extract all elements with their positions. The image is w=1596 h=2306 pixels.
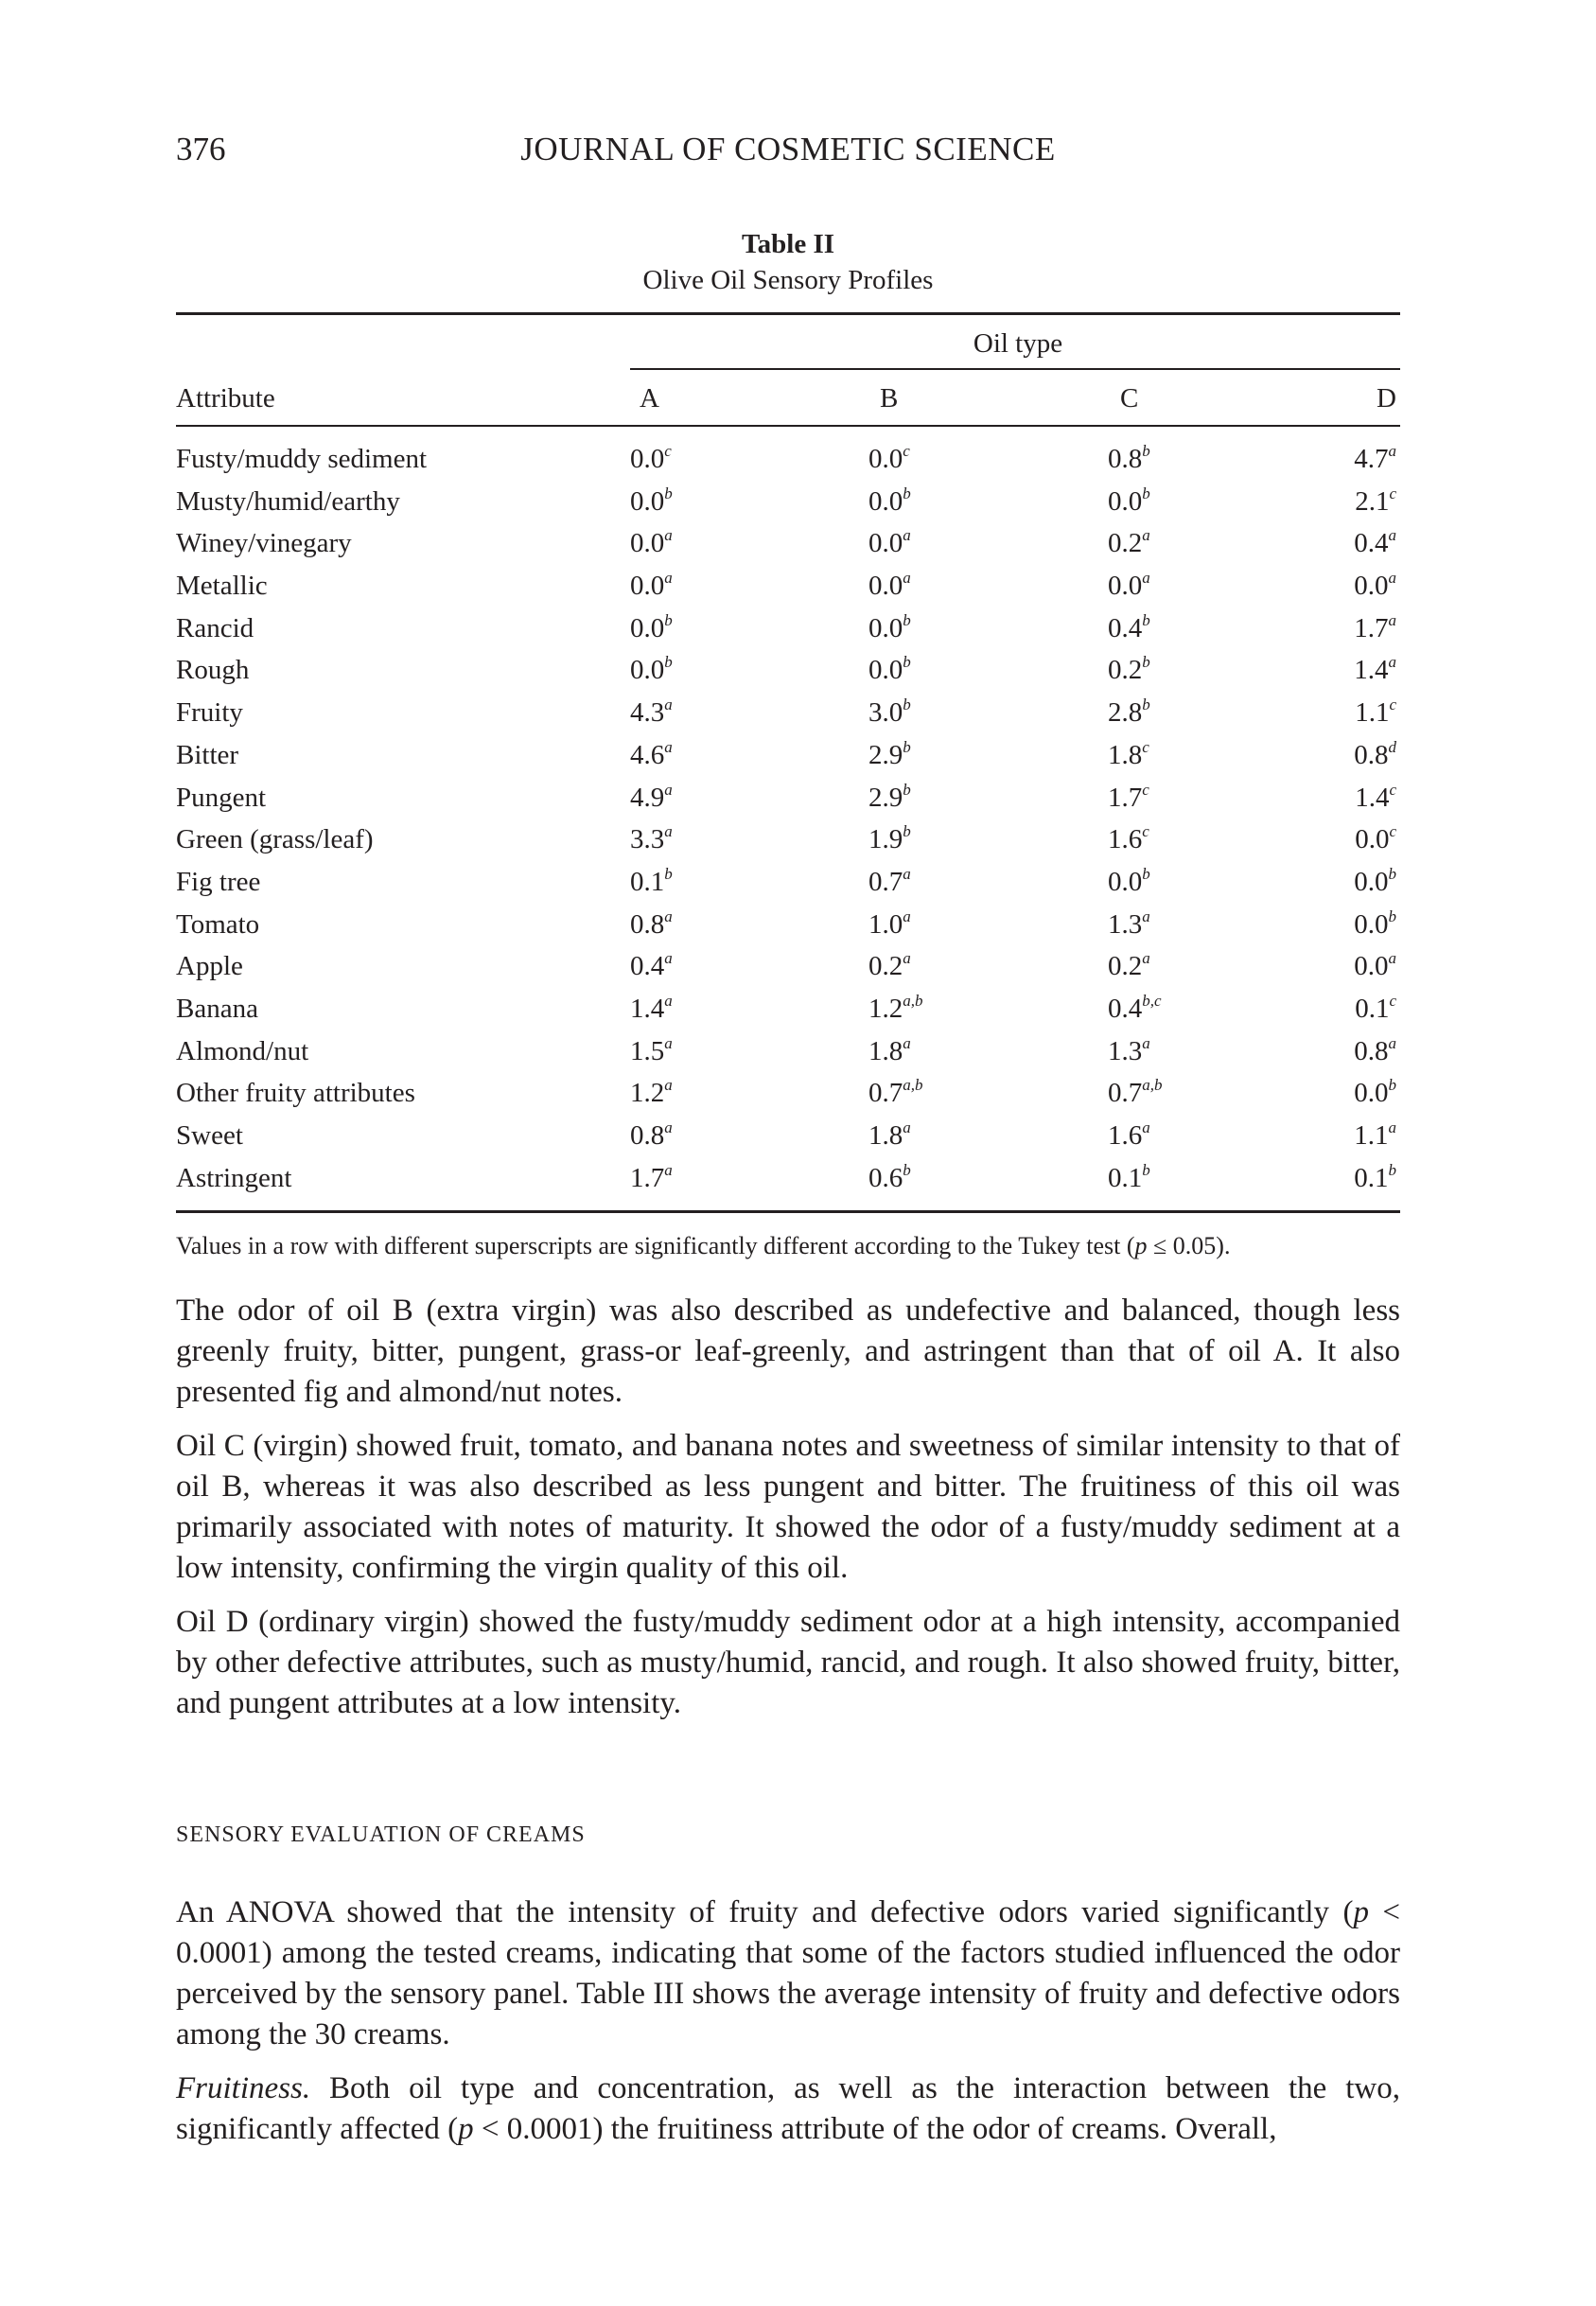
- value-number: 1.6: [1108, 824, 1143, 855]
- value-superscript: a: [664, 780, 673, 799]
- table-column-headers: [176, 370, 1400, 425]
- attribute-cell: Fig tree: [176, 866, 261, 897]
- attribute-cell: Green (grass/leaf): [176, 824, 374, 855]
- attribute-cell: Rough: [176, 655, 250, 686]
- value-superscript: b: [1388, 1076, 1396, 1095]
- paragraph-fruitiness: [176, 2068, 1400, 2150]
- value-cell-d: [1355, 486, 1396, 518]
- table-row: [176, 609, 1400, 652]
- value-cell-c: [1108, 737, 1149, 771]
- value-cell-b: [868, 991, 923, 1025]
- table-row: [176, 820, 1400, 863]
- value-cell-d: [1354, 1160, 1396, 1194]
- value-superscript: a: [1388, 569, 1396, 588]
- value-cell-c: [1108, 1120, 1150, 1152]
- value-superscript: a: [664, 695, 673, 714]
- value-number: 0.1: [1108, 1162, 1143, 1193]
- value-cell-b: [868, 655, 911, 686]
- value-cell-b: [868, 824, 911, 855]
- value-superscript: a: [903, 569, 911, 588]
- value-superscript: c: [1389, 695, 1396, 714]
- table-row: [176, 947, 1400, 990]
- value-cell-a: [630, 571, 673, 602]
- value-cell-a: [630, 951, 673, 982]
- value-number: 0.7: [1108, 1078, 1143, 1109]
- value-number: 0.4: [630, 951, 665, 982]
- value-number: 0.2: [868, 951, 903, 982]
- value-number: 2.9: [868, 739, 903, 770]
- value-number: 1.7: [630, 1162, 665, 1193]
- value-cell-a: [630, 655, 673, 686]
- table-footnote-end: ≤ 0.05).: [1147, 1232, 1231, 1260]
- value-cell-c: [1108, 824, 1149, 855]
- paragraph-anova: [176, 1892, 1400, 2055]
- value-superscript: a: [903, 949, 911, 968]
- table-row: [176, 1117, 1400, 1159]
- column-header-b: B: [880, 383, 899, 414]
- value-number: 1.8: [868, 1120, 903, 1151]
- oil-type-label: Oil type: [973, 328, 1063, 359]
- value-number: 0.1: [630, 866, 665, 897]
- value-superscript: a: [664, 822, 673, 841]
- value-cell-a: [630, 528, 673, 559]
- value-superscript: a: [664, 1118, 673, 1136]
- value-number: 1.5: [630, 1035, 665, 1066]
- value-number: 3.3: [630, 824, 665, 855]
- value-superscript: b: [903, 822, 911, 841]
- body-text-upper: [176, 1291, 1400, 1737]
- value-superscript: a: [664, 991, 673, 1010]
- value-cell-d: [1354, 1078, 1396, 1109]
- value-number: 1.3: [1108, 908, 1143, 940]
- value-number: 1.1: [1354, 1120, 1389, 1151]
- value-number: 1.4: [1354, 655, 1389, 686]
- value-number: 1.4: [630, 993, 665, 1024]
- value-cell-a: [630, 780, 673, 814]
- value-cell-b: [868, 1120, 911, 1152]
- attribute-cell: Almond/nut: [176, 1035, 309, 1066]
- value-superscript: a: [664, 737, 673, 756]
- table-subtitle: Olive Oil Sensory Profiles: [642, 265, 934, 295]
- value-superscript: b: [1388, 907, 1396, 925]
- attribute-cell: Bitter: [176, 739, 239, 770]
- value-number: 0.0: [1355, 824, 1390, 855]
- value-superscript: d: [1388, 737, 1396, 756]
- value-superscript: a: [1142, 949, 1150, 968]
- table-row: [176, 906, 1400, 948]
- value-cell-c: [1108, 444, 1150, 475]
- value-number: 0.0: [630, 571, 665, 602]
- value-number: 2.9: [868, 782, 903, 813]
- value-number: 0.0: [868, 528, 903, 559]
- value-superscript: a: [1388, 610, 1396, 629]
- value-superscript: a: [903, 864, 911, 883]
- value-number: 0.0: [868, 571, 903, 602]
- attribute-cell: Musty/humid/earthy: [176, 485, 400, 517]
- table-row: [176, 990, 1400, 1032]
- value-number: 0.8: [630, 908, 665, 940]
- value-number: 0.4: [1354, 528, 1389, 559]
- value-cell-a: [630, 1120, 673, 1152]
- value-number: 0.8: [1354, 739, 1389, 770]
- value-cell-a: [630, 991, 673, 1025]
- value-cell-c: [1108, 991, 1162, 1025]
- value-number: 0.0: [1354, 951, 1389, 982]
- value-superscript: a: [664, 569, 673, 588]
- value-number: 0.0: [868, 655, 903, 686]
- column-header-attribute: Attribute: [176, 383, 275, 414]
- value-cell-a: [630, 909, 673, 941]
- value-superscript: b: [903, 780, 911, 799]
- value-number: 0.0: [1108, 485, 1143, 517]
- value-number: 0.8: [1354, 1035, 1389, 1066]
- column-header-d: D: [1377, 383, 1396, 414]
- value-number: 1.8: [868, 1035, 903, 1066]
- value-cell-a: [630, 864, 673, 898]
- value-number: 1.2: [630, 1078, 665, 1109]
- value-cell-b: [868, 780, 911, 814]
- value-superscript: c: [664, 442, 672, 460]
- value-cell-a: [630, 697, 673, 729]
- value-superscript: a,b: [903, 1076, 923, 1095]
- value-cell-d: [1355, 824, 1396, 855]
- value-cell-d: [1354, 737, 1396, 771]
- value-number: 1.7: [1354, 612, 1389, 643]
- paragraph-anova-end: < 0.0001) among the tested creams, indicating that some of the factors studied influenced the odor perceived by the sensory panel. Table III shows the average intensity of fruity and defective odors among the 30 creams.: [176, 1895, 1400, 2051]
- value-superscript: a: [664, 1076, 673, 1095]
- paragraph-fruitiness-p: p: [458, 2112, 474, 2146]
- value-number: 1.9: [868, 824, 903, 855]
- column-header-a: A: [640, 383, 659, 414]
- value-cell-a: [630, 824, 673, 855]
- value-number: 1.0: [868, 908, 903, 940]
- value-number: 0.0: [630, 612, 665, 643]
- table-footnote: [176, 1230, 1400, 1262]
- value-cell-d: [1354, 1120, 1396, 1152]
- value-cell-d: [1354, 909, 1396, 941]
- value-superscript: b: [1142, 1160, 1150, 1179]
- table-row: [176, 863, 1400, 906]
- table-row: [176, 1159, 1400, 1202]
- value-superscript: a: [1142, 1118, 1150, 1136]
- value-cell-b: [868, 909, 911, 941]
- value-superscript: b: [1142, 442, 1150, 460]
- value-superscript: b: [903, 653, 911, 672]
- value-superscript: b: [1142, 484, 1150, 502]
- value-number: 1.2: [868, 993, 903, 1024]
- value-cell-a: [630, 486, 673, 518]
- value-superscript: a: [903, 907, 911, 925]
- value-superscript: b: [1142, 610, 1150, 629]
- body-text-lower: [176, 1892, 1400, 2163]
- value-superscript: a: [1388, 526, 1396, 545]
- value-number: 2.1: [1355, 485, 1390, 517]
- value-superscript: a: [664, 1160, 673, 1179]
- value-number: 0.8: [1108, 444, 1143, 474]
- value-number: 0.0: [630, 444, 665, 474]
- value-superscript: a: [903, 1118, 911, 1136]
- value-cell-c: [1108, 486, 1150, 518]
- value-superscript: a: [664, 907, 673, 925]
- value-superscript: a: [1142, 526, 1150, 545]
- value-superscript: c: [1389, 780, 1396, 799]
- value-superscript: c: [903, 442, 910, 460]
- value-superscript: b: [903, 484, 911, 502]
- value-number: 0.0: [630, 655, 665, 686]
- paragraph-fruitiness-lead: Fruitiness.: [176, 2071, 311, 2105]
- attribute-cell: Apple: [176, 951, 243, 982]
- value-superscript: c: [1389, 991, 1396, 1010]
- table-row: [176, 1074, 1400, 1117]
- value-number: 0.4: [1108, 993, 1143, 1024]
- value-superscript: a: [1142, 1033, 1150, 1052]
- value-cell-c: [1108, 1033, 1150, 1067]
- value-superscript: a,b: [903, 991, 923, 1010]
- value-cell-d: [1354, 444, 1396, 475]
- column-header-c: C: [1120, 383, 1139, 414]
- page-number: 376: [176, 131, 226, 167]
- attribute-cell: Tomato: [176, 908, 260, 940]
- value-cell-d: [1355, 991, 1396, 1025]
- value-cell-c: [1108, 909, 1150, 941]
- table-ii: [176, 227, 1400, 1262]
- value-superscript: b,c: [1142, 991, 1162, 1010]
- value-cell-a: [630, 610, 673, 644]
- value-number: 0.0: [630, 528, 665, 559]
- value-number: 0.0: [1354, 1078, 1389, 1109]
- value-number: 2.8: [1108, 697, 1143, 729]
- value-number: 0.0: [630, 485, 665, 517]
- value-number: 0.2: [1108, 951, 1143, 982]
- value-superscript: a: [1388, 949, 1396, 968]
- paragraph-anova-p: p: [1353, 1895, 1369, 1929]
- attribute-cell: Rancid: [176, 612, 254, 643]
- value-cell-c: [1108, 571, 1150, 602]
- value-superscript: b: [1142, 653, 1150, 672]
- table-row: [176, 440, 1400, 483]
- value-number: 1.6: [1108, 1120, 1143, 1151]
- value-superscript: a: [1142, 569, 1150, 588]
- value-number: 0.0: [1108, 571, 1143, 602]
- value-superscript: b: [1142, 864, 1150, 883]
- table-bottom-rule: [176, 1210, 1400, 1213]
- value-superscript: b: [664, 484, 673, 502]
- value-superscript: a: [664, 949, 673, 968]
- attribute-cell: Fusty/muddy sediment: [176, 444, 428, 474]
- value-cell-d: [1354, 864, 1396, 898]
- value-number: 0.8: [630, 1120, 665, 1151]
- attribute-cell: Winey/vinegary: [176, 528, 352, 559]
- value-number: 0.0: [1354, 866, 1389, 897]
- value-superscript: b: [903, 610, 911, 629]
- value-cell-c: [1108, 1160, 1150, 1194]
- value-superscript: a: [664, 1033, 673, 1052]
- value-cell-a: [630, 444, 672, 475]
- paragraph-anova-start: An ANOVA showed that the intensity of fruity and defective odors varied significantly (: [176, 1895, 1354, 1929]
- attribute-cell: Fruity: [176, 697, 243, 729]
- value-cell-b: [868, 737, 911, 771]
- table-body: [176, 427, 1400, 1210]
- value-number: 0.2: [1108, 528, 1143, 559]
- paragraph-fruitiness-end: < 0.0001) the fruitiness attribute of the odor of creams. Overall,: [473, 2112, 1277, 2146]
- value-cell-a: [630, 737, 673, 771]
- value-number: 0.0: [1354, 908, 1389, 940]
- value-superscript: a: [664, 526, 673, 545]
- value-number: 0.1: [1355, 993, 1390, 1024]
- table-row: [176, 651, 1400, 694]
- paragraph-oil-d: Oil D (ordinary virgin) showed the fusty/muddy sediment odor at a high intensity, accompanied by other defective attributes, such as musty/humid, rancid, and rough. It also showed fruity, bitter, and pungent attributes at a low intensity.: [176, 1605, 1400, 1720]
- value-cell-d: [1354, 1033, 1396, 1067]
- paragraph-oil-c: Oil C (virgin) showed fruit, tomato, and banana notes and sweetness of similar intensity to that of oil B, whereas it was also described as less pungent and bitter. The fruitiness of this oil was primarily associated with notes of maturity. It showed the odor of a fusty/muddy sediment at a low intensity, confirming the virgin quality of this oil.: [176, 1429, 1400, 1585]
- value-cell-d: [1354, 655, 1396, 686]
- table-group-header: [176, 315, 1400, 370]
- value-cell-b: [868, 610, 911, 644]
- value-cell-c: [1108, 780, 1149, 814]
- value-number: 4.6: [630, 739, 665, 770]
- value-cell-d: [1354, 528, 1396, 559]
- value-number: 1.8: [1108, 739, 1143, 770]
- value-cell-d: [1354, 951, 1396, 982]
- value-number: 1.1: [1355, 697, 1390, 729]
- value-superscript: b: [1388, 1160, 1396, 1179]
- value-superscript: c: [1142, 822, 1149, 841]
- value-superscript: a,b: [1142, 1076, 1163, 1095]
- value-superscript: c: [1389, 822, 1396, 841]
- attribute-cell: Other fruity attributes: [176, 1078, 415, 1109]
- value-cell-b: [868, 1033, 911, 1067]
- value-number: 0.0: [868, 444, 903, 474]
- value-cell-b: [868, 444, 910, 475]
- table-row: [176, 1032, 1400, 1075]
- journal-title: JOURNAL OF COSMETIC SCIENCE: [520, 131, 1056, 167]
- value-number: 0.7: [868, 1078, 903, 1109]
- table-row: [176, 524, 1400, 567]
- table-title: Table II: [741, 229, 835, 259]
- value-superscript: a: [1388, 1118, 1396, 1136]
- paragraph-oil-b: The odor of oil B (extra virgin) was also described as undefective and balanced, though less greenly fruity, bitter, pungent, grass-or leaf-greenly, and astringent than that of oil A. It also presented fig and almond/nut notes.: [176, 1294, 1400, 1409]
- value-cell-d: [1355, 697, 1396, 729]
- value-number: 4.3: [630, 697, 665, 729]
- attribute-cell: Pungent: [176, 782, 267, 813]
- value-number: 0.0: [1108, 866, 1143, 897]
- value-number: 0.7: [868, 866, 903, 897]
- value-superscript: b: [664, 653, 673, 672]
- table-footnote-p: p: [1134, 1232, 1148, 1260]
- value-number: 4.9: [630, 782, 665, 813]
- value-superscript: a: [1388, 442, 1396, 460]
- value-number: 0.1: [1354, 1162, 1389, 1193]
- value-superscript: a: [903, 1033, 911, 1052]
- table-row: [176, 736, 1400, 779]
- value-superscript: b: [664, 864, 673, 883]
- value-number: 3.0: [868, 697, 903, 729]
- value-number: 0.0: [868, 485, 903, 517]
- table-row: [176, 567, 1400, 609]
- value-cell-c: [1108, 697, 1150, 729]
- value-superscript: b: [903, 1160, 911, 1179]
- value-number: 0.4: [1108, 612, 1143, 643]
- value-superscript: b: [903, 695, 911, 714]
- attribute-cell: Astringent: [176, 1162, 292, 1193]
- value-cell-d: [1354, 610, 1396, 644]
- value-cell-b: [868, 951, 911, 982]
- attribute-cell: Metallic: [176, 571, 268, 602]
- value-cell-d: [1354, 571, 1396, 602]
- table-row: [176, 483, 1400, 525]
- paragraph-fruitiness-start: Both oil type and concentration, as well as the interaction between the two, significantly affected (: [176, 2071, 1400, 2146]
- value-superscript: b: [1388, 864, 1396, 883]
- value-number: 0.0: [1354, 571, 1389, 602]
- value-cell-b: [868, 571, 911, 602]
- value-superscript: a: [1142, 907, 1150, 925]
- value-number: 1.7: [1108, 782, 1143, 813]
- value-cell-b: [868, 528, 911, 559]
- value-superscript: b: [1142, 695, 1150, 714]
- table-footnote-text: Values in a row with different superscripts are significantly different according to the Tukey test (: [176, 1232, 1135, 1260]
- value-cell-a: [630, 1078, 673, 1109]
- value-superscript: c: [1389, 484, 1396, 502]
- value-cell-b: [868, 697, 911, 729]
- value-number: 4.7: [1354, 444, 1389, 474]
- value-cell-b: [868, 1160, 911, 1194]
- value-superscript: c: [1142, 737, 1149, 756]
- value-superscript: a: [1388, 653, 1396, 672]
- value-number: 0.0: [868, 612, 903, 643]
- value-superscript: b: [903, 737, 911, 756]
- value-number: 1.3: [1108, 1035, 1143, 1066]
- value-cell-c: [1108, 951, 1150, 982]
- table-row: [176, 694, 1400, 736]
- attribute-cell: Banana: [176, 993, 258, 1024]
- value-number: 1.4: [1355, 782, 1390, 813]
- attribute-cell: Sweet: [176, 1120, 243, 1151]
- value-cell-c: [1108, 655, 1150, 686]
- value-number: 0.2: [1108, 655, 1143, 686]
- section-heading: SENSORY EVALUATION OF CREAMS: [176, 1822, 586, 1847]
- value-cell-a: [630, 1160, 673, 1194]
- value-cell-c: [1108, 864, 1150, 898]
- value-superscript: a: [903, 526, 911, 545]
- value-cell-b: [868, 486, 911, 518]
- value-superscript: c: [1142, 780, 1149, 799]
- table-row: [176, 779, 1400, 821]
- value-cell-b: [868, 864, 911, 898]
- value-cell-b: [868, 1078, 923, 1109]
- value-cell-c: [1108, 1078, 1163, 1109]
- value-cell-d: [1355, 780, 1396, 814]
- value-cell-c: [1108, 528, 1150, 559]
- running-header: [176, 131, 1400, 172]
- value-number: 0.6: [868, 1162, 903, 1193]
- value-superscript: b: [664, 610, 673, 629]
- value-cell-a: [630, 1033, 673, 1067]
- value-superscript: a: [1388, 1033, 1396, 1052]
- value-cell-c: [1108, 610, 1150, 644]
